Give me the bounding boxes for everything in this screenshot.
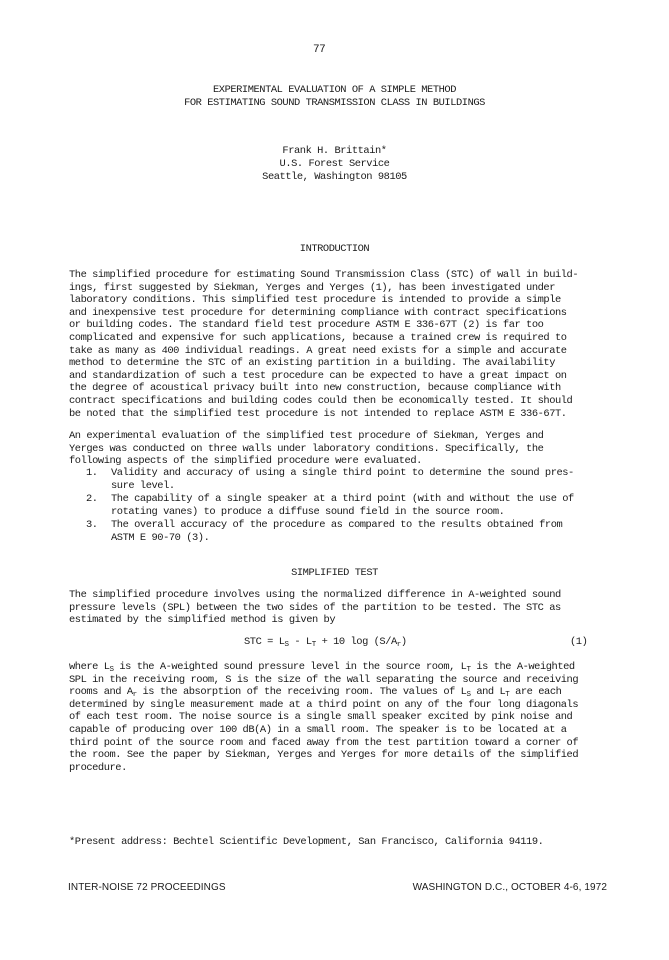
text-line: method to determine the STC of an existing partition in a building. The availability: [69, 357, 555, 370]
text-line: third point of the source room and faced away from the test partition toward a corner of: [69, 736, 579, 749]
equation-part: STC = L: [244, 636, 285, 648]
equation-part: - L: [288, 636, 312, 648]
list-item: [86, 519, 606, 544]
author-location: Seattle, Washington 98105: [262, 171, 407, 183]
list-item-number: 2.: [86, 493, 98, 506]
introduction-paragraph-1: [69, 269, 609, 420]
text-line: pressure levels (SPL) between the two sides of the partition to be tested. The STC as: [69, 601, 561, 614]
text-line: ASTM E 90-70 (3).: [111, 531, 210, 544]
list-item: [86, 467, 606, 492]
title-line-2: FOR ESTIMATING SOUND TRANSMISSION CLASS IN BUILDINGS: [184, 97, 485, 109]
text-run: is the A-weighted sound pressure level in the source room, L: [113, 661, 467, 673]
equation-subscript: T: [311, 641, 316, 649]
text-line: [69, 686, 609, 699]
section-heading-simplified-test: SIMPLIFIED TEST: [291, 567, 378, 579]
text-line: determined by single measurement made at a third point on any of the four long diagonals: [69, 698, 579, 711]
equation-part: ): [400, 636, 407, 648]
list-item-number: 3.: [86, 519, 98, 532]
footer-proceedings: INTER-NOISE 72 PROCEEDINGS: [68, 882, 226, 893]
text-line: the room. See the paper by Siekman, Yerges and Yerges for more details of the simplified: [69, 749, 579, 762]
text-line: and inexpensive test procedure for determining compliance with contract specifications: [69, 306, 567, 319]
list-item-number: 1.: [86, 467, 98, 479]
text-line: of each test room. The noise source is a single small speaker excited by pink noise and: [69, 711, 573, 724]
text-subscript: T: [505, 691, 510, 700]
text-subscript: S: [109, 666, 114, 674]
text-line: Validity and accuracy of using a single third point to determine the sound pres-: [111, 467, 574, 479]
footnote: *Present address: Bechtel Scientific Development, San Francisco, California 94119.: [69, 836, 544, 848]
text-line: following aspects of the simplified procedure were evaluated.: [69, 455, 422, 468]
text-subscript: S: [466, 691, 471, 700]
section-heading-introduction: INTRODUCTION: [299, 243, 370, 255]
list-item: [86, 493, 606, 518]
evaluation-aspects-list: [86, 467, 606, 546]
text-line: rotating vanes) to produce a diffuse sound field in the source room.: [111, 505, 505, 518]
text-line: and standardization of such a test procedure can be expected to have a great impact on: [69, 369, 567, 382]
introduction-paragraph-2: [69, 430, 609, 468]
text-run: is the absorption of the receiving room. The values of L: [136, 686, 467, 699]
text-run: and L: [470, 686, 506, 699]
footer-location-date: WASHINGTON D.C., OCTOBER 4-6, 1972: [412, 882, 607, 893]
author-affiliation: U.S. Forest Service: [279, 158, 390, 170]
text-line: capable of producing over 100 dB(A) in a small room. The speaker is to be located at a: [69, 723, 567, 736]
text-line: or building codes. The standard field test procedure ASTM E 336-67T (2) is far too: [69, 319, 544, 332]
equation-part: + 10 log (S/A: [315, 636, 397, 648]
text-line: SPL in the receiving room, S is the size of the wall separating the source and receiving: [69, 673, 579, 686]
page-number: 77: [313, 44, 326, 56]
text-line: The simplified procedure for estimating Sound Transmission Class (STC) of wall in build-: [69, 269, 579, 281]
text-line: ings, first suggested by Siekman, Yerges and Yerges (1), has been investigated under: [69, 281, 555, 294]
equation-subscript: S: [284, 641, 289, 649]
text-subscript: r: [132, 691, 137, 700]
text-line: be noted that the simplified test procedure is not intended to replace ASTM E 336-67T.: [69, 407, 567, 420]
text-line: laboratory conditions. This simplified test procedure is intended to provide a simple: [69, 294, 561, 307]
text-line: An experimental evaluation of the simplified test procedure of Siekman, Yerges and: [69, 430, 544, 442]
text-line: The capability of a single speaker at a third point (with and without the use of: [111, 493, 574, 506]
text-run: is the A-weighted: [470, 661, 575, 673]
author-name: Frank H. Brittain*: [282, 145, 387, 157]
text-line: [69, 661, 609, 674]
text-line: sure level.: [111, 479, 175, 492]
text-line: The simplified procedure involves using the normalized difference in A-weighted sound: [69, 589, 561, 601]
simplified-test-paragraph-2: [69, 661, 609, 774]
equation-subscript: r: [396, 641, 401, 649]
text-line: take as many as 400 individual readings. A great need exists for a simple and accurate: [69, 344, 567, 357]
equation-stc: [244, 636, 407, 648]
text-line: procedure.: [69, 761, 127, 774]
equation-number: (1): [570, 636, 588, 648]
text-line: complicated and expensive for such applications, because a trained crew is required to: [69, 331, 567, 344]
text-line: the degree of acoustical privacy built into new construction, because compliance with: [69, 382, 561, 395]
text-run: where L: [69, 661, 110, 673]
text-line: estimated by the simplified method is given by: [69, 614, 336, 627]
text-line: The overall accuracy of the procedure as compared to the results obtained from: [111, 519, 563, 532]
text-run: rooms and A: [69, 686, 133, 699]
text-line: Yerges was conducted on three walls under laboratory conditions. Specifically, the: [69, 442, 544, 455]
text-run: are each: [509, 686, 562, 699]
title-line-1: EXPERIMENTAL EVALUATION OF A SIMPLE METHOD: [213, 84, 456, 96]
text-subscript: T: [466, 666, 471, 674]
simplified-test-paragraph-1: [69, 589, 609, 627]
text-line: contract specifications and building codes could then be economically tested. It should: [69, 394, 573, 407]
